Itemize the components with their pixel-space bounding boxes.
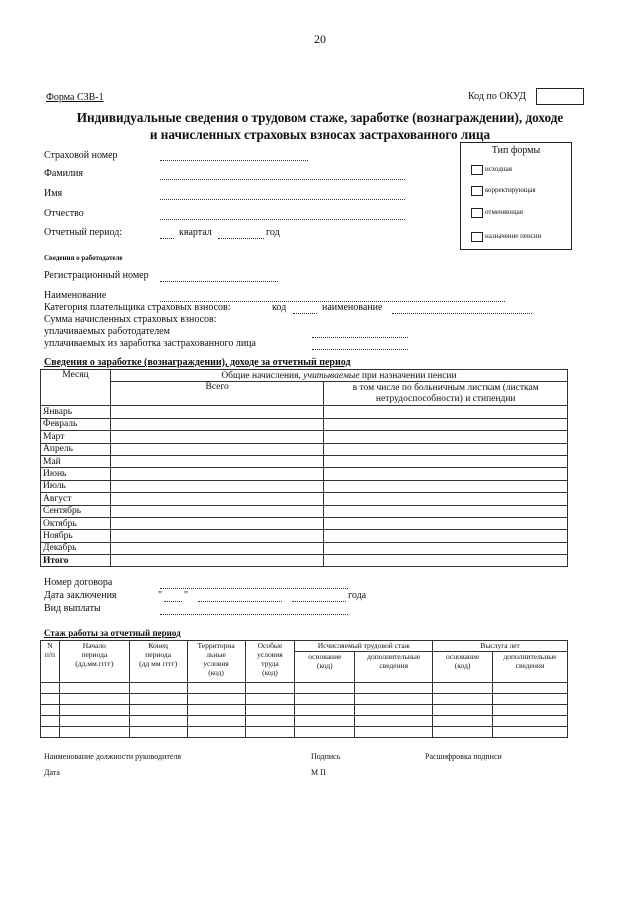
month-label: Август — [41, 493, 111, 505]
month-sick-cell[interactable] — [324, 480, 568, 492]
okud-label: Код по ОКУД — [468, 91, 526, 102]
insurance-number-label: Страховой номер — [44, 150, 118, 161]
month-label: Октябрь — [41, 517, 111, 529]
surname-label: Фамилия — [44, 168, 83, 179]
experience-cell[interactable] — [245, 694, 295, 705]
experience-row — [41, 705, 568, 716]
experience-cell[interactable] — [493, 705, 568, 716]
month-row — [41, 418, 568, 430]
month-total-cell[interactable] — [110, 443, 323, 455]
experience-row — [41, 727, 568, 738]
experience-row — [41, 683, 568, 694]
experience-cell[interactable] — [41, 694, 60, 705]
reg-number-field[interactable] — [160, 272, 278, 282]
period-label: Отчетный период: — [44, 227, 123, 238]
page-number: 20 — [314, 32, 326, 46]
contract-date-label: Дата заключения — [44, 590, 117, 601]
experience-cell[interactable] — [187, 705, 245, 716]
experience-cell[interactable] — [245, 727, 295, 738]
month-total-cell[interactable] — [110, 468, 323, 480]
payment-type-label: Вид выплаты — [44, 603, 101, 614]
experience-cell[interactable] — [129, 705, 187, 716]
experience-cell[interactable] — [433, 694, 493, 705]
form-name: Форма СЗВ-1 — [46, 92, 104, 103]
experience-cell[interactable] — [295, 727, 355, 738]
col-number-header: N п/п — [41, 641, 60, 683]
month-row — [41, 505, 568, 517]
experience-cell[interactable] — [41, 716, 60, 727]
contract-day-field[interactable] — [164, 592, 182, 602]
checkbox-original[interactable] — [471, 165, 483, 175]
experience-cell[interactable] — [59, 716, 129, 727]
month-label: Сентябрь — [41, 505, 111, 517]
experience-cell[interactable] — [433, 683, 493, 694]
month-header: Месяц — [41, 370, 111, 406]
quote-close: " — [184, 590, 189, 601]
month-total-cell[interactable] — [110, 480, 323, 492]
experience-cell[interactable] — [41, 727, 60, 738]
experience-cell[interactable] — [41, 705, 60, 716]
col-start-header: Начало периода (дд.мм.гггг) — [59, 641, 129, 683]
experience-cell[interactable] — [493, 683, 568, 694]
service-years-header: Выслуга лет — [433, 641, 568, 652]
month-row — [41, 431, 568, 443]
experience-row — [41, 716, 568, 727]
okud-code-field[interactable] — [536, 88, 584, 105]
month-label: Апрель — [41, 443, 111, 455]
month-row — [41, 443, 568, 455]
month-row — [41, 517, 568, 529]
experience-cell[interactable] — [245, 683, 295, 694]
experience-cell[interactable] — [41, 683, 60, 694]
earnings-section-title: Сведения о заработке (вознаграждении), доходе за отчетный период — [44, 357, 351, 368]
month-sick-cell[interactable] — [324, 530, 568, 542]
surname-field[interactable] — [160, 170, 405, 180]
month-label: Декабрь — [41, 542, 111, 554]
patronymic-field[interactable] — [160, 210, 405, 220]
experience-cell[interactable] — [59, 683, 129, 694]
month-sick-cell[interactable] — [324, 493, 568, 505]
month-row — [41, 406, 568, 418]
employer-section-title: Сведения о работодателе — [44, 254, 123, 262]
contract-number-label: Номер договора — [44, 577, 113, 588]
experience-cell[interactable] — [245, 716, 295, 727]
experience-cell[interactable] — [355, 716, 433, 727]
reg-number-label: Регистрационный номер — [44, 270, 149, 281]
month-total-cell[interactable] — [110, 542, 323, 554]
experience-row — [41, 694, 568, 705]
employer-name-label: Наименование — [44, 290, 107, 301]
month-label: Март — [41, 431, 111, 443]
name-label: Имя — [44, 188, 63, 199]
month-label: Январь — [41, 406, 111, 418]
manager-position-label: Наименование должности руководителя — [44, 752, 182, 761]
month-sick-cell[interactable] — [324, 406, 568, 418]
signature-decoding-label: Расшифровка подписи — [425, 752, 502, 761]
total-header: Всего — [110, 382, 323, 406]
month-total-cell[interactable] — [110, 406, 323, 418]
paid-employer-field[interactable] — [312, 328, 408, 338]
calc-extra-header: дополнительные сведения — [355, 652, 433, 683]
month-sick-cell[interactable] — [324, 418, 568, 430]
paid-insured-label: уплачиваемых из заработка застрахованного лица — [44, 338, 256, 349]
month-total-cell[interactable] — [110, 517, 323, 529]
option-pension-label: назначение пенсии — [485, 232, 542, 240]
total-cell-all[interactable] — [110, 555, 323, 567]
experience-cell[interactable] — [245, 705, 295, 716]
col-end-header: Конец периода (дд мм гггг) — [129, 641, 187, 683]
month-sick-cell[interactable] — [324, 468, 568, 480]
month-total-cell[interactable] — [110, 431, 323, 443]
paid-employer-label: уплачиваемых работодателем — [44, 326, 170, 337]
experience-table — [40, 640, 568, 738]
quarter-label: квартал — [179, 227, 212, 238]
month-row — [41, 542, 568, 554]
month-label: Июль — [41, 480, 111, 492]
month-sick-cell[interactable] — [324, 517, 568, 529]
experience-cell[interactable] — [355, 683, 433, 694]
name-field[interactable] — [160, 190, 405, 200]
month-sick-cell[interactable] — [324, 431, 568, 443]
quote-open: " — [158, 590, 163, 601]
form-type-box — [460, 142, 572, 250]
month-row — [41, 455, 568, 467]
experience-cell[interactable] — [59, 727, 129, 738]
payment-type-field[interactable] — [160, 605, 348, 615]
month-label: Февраль — [41, 418, 111, 430]
total-row-label: Итого — [41, 555, 111, 567]
experience-cell[interactable] — [433, 727, 493, 738]
form-title-line-2: и начисленных страховых взносах застрахованного лица — [149, 127, 491, 142]
contract-number-field[interactable] — [160, 579, 348, 589]
contract-year-field[interactable] — [292, 592, 346, 602]
experience-cell[interactable] — [59, 705, 129, 716]
stamp-label: М П — [311, 768, 326, 777]
checkbox-pension[interactable] — [471, 232, 483, 242]
month-sick-cell[interactable] — [324, 455, 568, 467]
experience-cell[interactable] — [187, 683, 245, 694]
experience-cell[interactable] — [355, 694, 433, 705]
experience-cell[interactable] — [493, 716, 568, 727]
option-cancelling-label: отменяющая — [485, 208, 523, 216]
month-sick-cell[interactable] — [324, 443, 568, 455]
col-territorial-header: Территориа льные условия (код) — [187, 641, 245, 683]
experience-cell[interactable] — [493, 694, 568, 705]
checkbox-corrective[interactable] — [471, 186, 483, 196]
year-field[interactable] — [218, 229, 264, 239]
experience-cell[interactable] — [295, 705, 355, 716]
experience-cell[interactable] — [129, 716, 187, 727]
form-title-line-1: Индивидуальные сведения о трудовом стаже, заработке (вознаграждении), доходе — [76, 110, 564, 125]
experience-cell[interactable] — [129, 727, 187, 738]
option-original-label: исходная — [485, 165, 512, 173]
experience-cell[interactable] — [355, 727, 433, 738]
contract-year-label: года — [348, 590, 367, 601]
experience-cell[interactable] — [59, 694, 129, 705]
earnings-table — [40, 369, 568, 567]
month-total-cell[interactable] — [110, 493, 323, 505]
experience-cell[interactable] — [187, 694, 245, 705]
employer-name-field[interactable] — [160, 292, 505, 302]
experience-cell[interactable] — [433, 705, 493, 716]
service-extra-header: дополнительные сведения — [493, 652, 568, 683]
category-code-label: код — [272, 302, 287, 313]
total-cell-sick[interactable] — [324, 555, 568, 567]
form-type-header: Тип формы — [491, 145, 541, 156]
month-sick-cell[interactable] — [324, 505, 568, 517]
signature-label: Подпись — [311, 752, 341, 761]
month-total-cell[interactable] — [110, 418, 323, 430]
month-total-cell[interactable] — [110, 505, 323, 517]
paid-insured-field[interactable] — [312, 340, 408, 350]
calc-experience-header: Исчисляемый трудовой стаж — [295, 641, 433, 652]
month-label: Июнь — [41, 468, 111, 480]
experience-cell[interactable] — [433, 716, 493, 727]
experience-cell[interactable] — [187, 716, 245, 727]
category-naming-field[interactable] — [392, 304, 532, 314]
checkbox-cancelling[interactable] — [471, 208, 483, 218]
general-accruals-header: Общие начисления, учитываемые при назначении пенсии — [110, 370, 567, 382]
month-row — [41, 468, 568, 480]
contract-month-field[interactable] — [198, 592, 282, 602]
month-row — [41, 493, 568, 505]
date-label: Дата — [44, 768, 60, 777]
col-special-header: Особые условия труда (код) — [245, 641, 295, 683]
quarter-field[interactable] — [160, 229, 174, 239]
category-naming-label: наименование — [322, 302, 383, 313]
category-code-field[interactable] — [293, 304, 317, 314]
category-label: Категория плательщика страховых взносов: — [44, 302, 231, 313]
experience-cell[interactable] — [295, 716, 355, 727]
calc-basis-header: основание (код) — [295, 652, 355, 683]
month-sick-cell[interactable] — [324, 542, 568, 554]
insurance-number-field[interactable] — [160, 151, 308, 161]
sum-accrued-label: Сумма начисленных страховых взносов: — [44, 314, 217, 325]
experience-cell[interactable] — [355, 705, 433, 716]
experience-cell[interactable] — [295, 694, 355, 705]
month-total-cell[interactable] — [110, 530, 323, 542]
sick-leave-header: в том числе по больничным листкам (листкам нетрудоспособности) и стипендии — [324, 382, 568, 406]
month-total-cell[interactable] — [110, 455, 323, 467]
month-label: Май — [41, 455, 111, 467]
experience-cell[interactable] — [295, 683, 355, 694]
experience-cell[interactable] — [187, 727, 245, 738]
month-row — [41, 480, 568, 492]
month-row — [41, 530, 568, 542]
service-basis-header: основание (код) — [433, 652, 493, 683]
option-corrective-label: корректирующая — [485, 186, 536, 194]
experience-cell[interactable] — [129, 683, 187, 694]
experience-cell[interactable] — [129, 694, 187, 705]
experience-cell[interactable] — [493, 727, 568, 738]
experience-section-title: Стаж работы за отчетный период — [44, 628, 181, 638]
patronymic-label: Отчество — [44, 208, 84, 219]
month-label: Ноябрь — [41, 530, 111, 542]
year-label: год — [266, 227, 280, 238]
